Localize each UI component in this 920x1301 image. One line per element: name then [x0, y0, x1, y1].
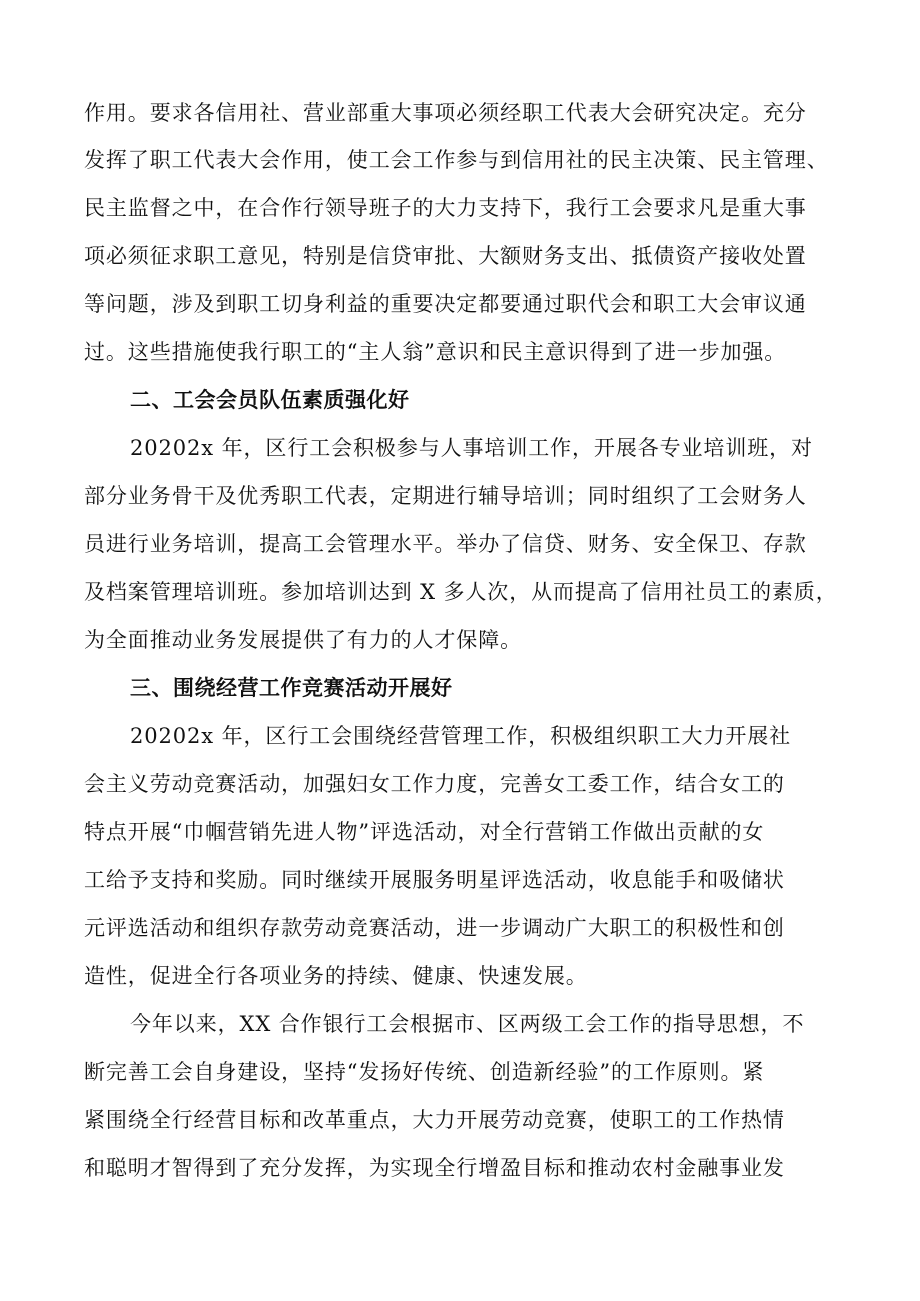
section-heading-3: 三、围绕经营工作竞赛活动开展好 [130, 676, 453, 700]
paragraph-3-line-5: 元评选活动和组织存款劳动竞赛活动，进一步调动广大职工的积极性和创 [84, 916, 785, 940]
paragraph-3-line-4: 工给予支持和奖励。同时继续开展服务明星评选活动，收息能手和吸储状 [84, 868, 785, 892]
paragraph-4-line-3: 紧围绕全行经营目标和改革重点，大力开展劳动竞赛，使职工的工作热情 [84, 1108, 785, 1132]
section-heading-2: 二、工会会员队伍素质强化好 [130, 388, 410, 412]
paragraph-1-line-5: 等问题，涉及到职工切身利益的重要决定都要通过职代会和职工大会审议通 [84, 292, 807, 316]
paragraph-1-line-6: 过。这些措施使我行职工的“主人翁”意识和民主意识得到了进一步加强。 [84, 340, 787, 364]
paragraph-2-line-3: 员进行业务培训，提高工会管理水平。举办了信贷、财务、安全保卫、存款 [84, 532, 807, 556]
paragraph-4-line-1: 今年以来，XX 合作银行工会根据市、区两级工会工作的指导思想，不 [130, 1012, 805, 1036]
paragraph-2-line-2: 部分业务骨干及优秀职工代表，定期进行辅导培训；同时组织了工会财务人 [84, 484, 807, 508]
paragraph-4-line-4: 和聪明才智得到了充分发挥，为实现全行增盈目标和推动农村金融事业发 [84, 1156, 785, 1180]
paragraph-1-line-2: 发挥了职工代表大会作用，使工会工作参与到信用社的民主决策、民主管理、 [84, 148, 829, 172]
paragraph-4-line-2: 断完善工会自身建设，坚持“发扬好传统、创造新经验”的工作原则。紧 [84, 1060, 765, 1084]
paragraph-3-line-2: 会主义劳动竞赛活动，加强妇女工作力度，完善女工委工作，结合女工的 [84, 772, 785, 796]
paragraph-3-line-6: 造性，促进全行各项业务的持续、健康、快速发展。 [84, 964, 588, 988]
paragraph-2-line-1: 20202x 年，区行工会积极参与人事培训工作，开展各专业培训班，对 [130, 436, 813, 460]
paragraph-2-line-4: 及档案管理培训班。参加培训达到 X 多人次，从而提高了信用社员工的素质， [84, 580, 838, 604]
paragraph-3-line-1: 20202x 年，区行工会围绕经营管理工作，积极组织职工大力开展社 [130, 724, 792, 748]
paragraph-1-line-3: 民主监督之中，在合作行领导班子的大力支持下，我行工会要求凡是重大事 [84, 196, 807, 220]
paragraph-3-line-3: 特点开展“巾帼营销先进人物”评选活动，对全行营销工作做出贡献的女 [84, 820, 765, 844]
paragraph-2-line-5: 为全面推动业务发展提供了有力的人才保障。 [84, 628, 522, 652]
paragraph-1-line-1: 作用。要求各信用社、营业部重大事项必须经职工代表大会研究决定。充分 [84, 101, 807, 125]
paragraph-1-line-4: 项必须征求职工意见，特别是信贷审批、大额财务支出、抵债资产接收处置 [84, 244, 807, 268]
